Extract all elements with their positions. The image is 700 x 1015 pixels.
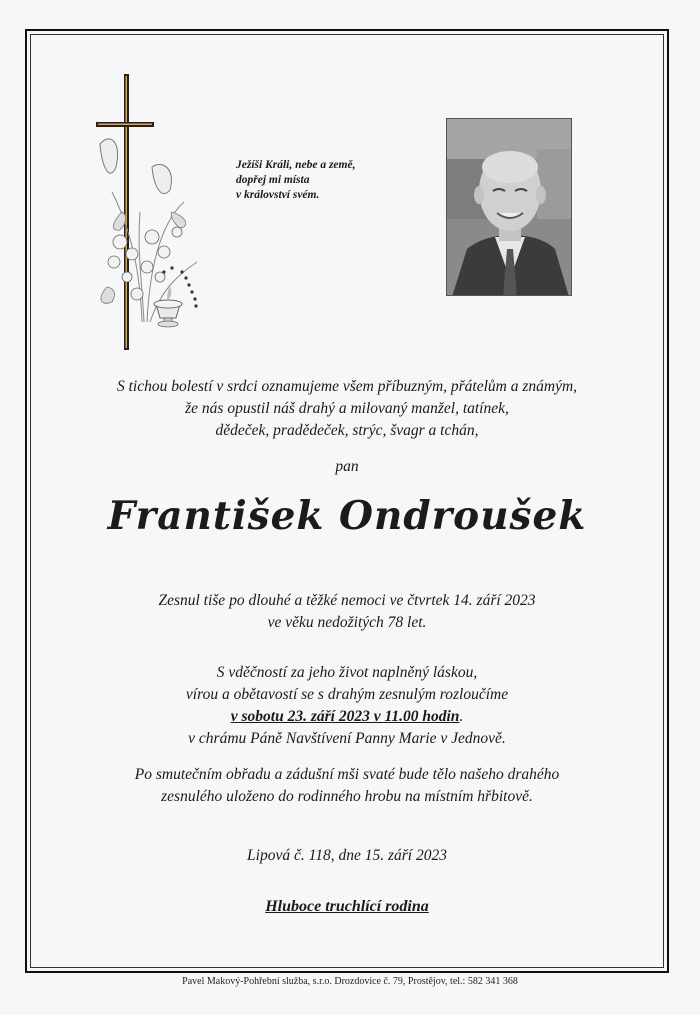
verse-line: v království svém.	[236, 189, 320, 201]
after-ceremony	[40, 764, 654, 808]
farewell-line: S vděčností za jeho život naplněný láskou,	[216, 664, 478, 681]
funeral-service-footer: Pavel Makový-Pohřební služba, s.r.o. Drozdovice č. 79, Prostějov, tel.: 582 341 368	[182, 976, 518, 987]
portrait-person-icon	[447, 119, 572, 296]
announcement-line: že nás opustil náš drahý a milovaný manžel, tatínek,	[185, 400, 509, 417]
announcement	[40, 376, 654, 442]
announcement-line: dědeček, pradědeček, strýc, švagr a tchán,	[215, 422, 479, 439]
announcement-line: S tichou bolestí v srdci oznamujeme všem příbuzným, přátelům a známým,	[116, 378, 578, 395]
verse-line: dopřej mi místa	[236, 174, 310, 186]
farewell-line: vírou a obětavostí se s drahým zesnulým rozloučíme	[185, 686, 509, 703]
verse	[236, 158, 436, 203]
after-ceremony-line: Po smutečním obřadu a zádušní mši svaté bude tělo našeho drahého	[134, 766, 560, 783]
funeral-date-time: v sobotu 23. září 2023 v 11.00 hodin	[230, 708, 460, 725]
title-pan: pan	[335, 458, 359, 475]
death-line: ve věku nedožitých 78 let.	[267, 614, 427, 631]
death-line: Zesnul tiše po dlouhé a těžké nemoci ve čtvrtek 14. září 2023	[158, 592, 536, 609]
grieving-family: Hluboce truchlící rodina	[265, 898, 429, 915]
funeral-date-suffix: .	[459, 708, 464, 725]
after-ceremony-line: zesnulého uloženo do rodinného hrobu na místním hřbitově.	[161, 788, 533, 805]
farewell-date-line	[40, 706, 654, 728]
death-notice	[40, 590, 654, 634]
verse-line: Ježíši Králi, nebe a země,	[236, 159, 356, 171]
place-date: Lipová č. 118, dne 15. září 2023	[247, 847, 447, 864]
farewell-line: v chrámu Páně Navštívení Panny Marie v Jednově.	[188, 730, 506, 747]
portrait-photo	[446, 118, 572, 296]
farewell-info	[40, 662, 654, 750]
cross-with-lilies-icon	[92, 72, 222, 354]
deceased-name: František Ondroušek	[107, 493, 587, 539]
